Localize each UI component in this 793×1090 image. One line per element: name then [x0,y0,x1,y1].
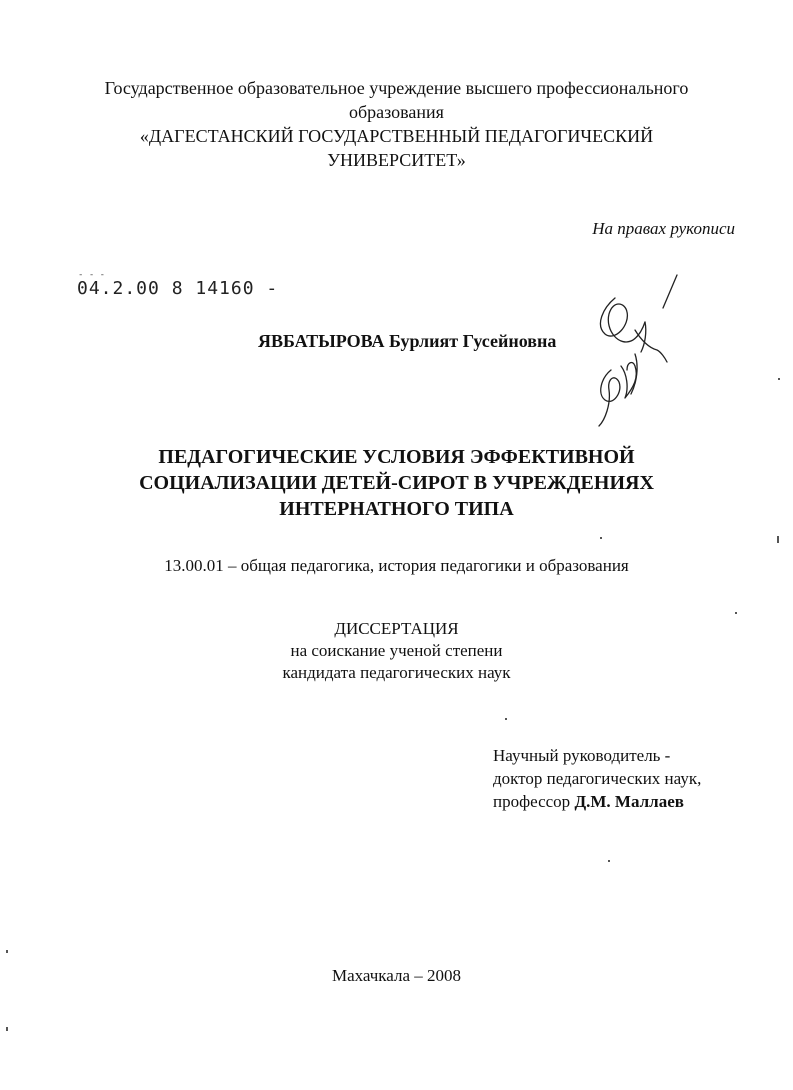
scan-speck [600,537,602,539]
scan-speck [735,612,737,614]
dissertation-block [0,618,793,684]
author-name: ЯВБАТЫРОВА Бурлият Гусейновна [258,331,557,351]
scan-speck [505,718,507,720]
degree-line: на соискание ученой степени [290,641,503,660]
title-line: СОЦИАЛИЗАЦИИ ДЕТЕЙ-СИРОТ В УЧРЕЖДЕНИЯХ [139,472,654,494]
city-year: Махачкала – 2008 [331,966,462,985]
dissertation-heading: ДИССЕРТАЦИЯ [334,619,459,638]
title-line: ПЕДАГОГИЧЕСКИЕ УСЛОВИЯ ЭФФЕКТИВНОЙ [158,446,635,468]
supervisor-role: Научный руководитель - [493,746,671,765]
institution-line: «ДАГЕСТАНСКИЙ ГОСУДАРСТВЕННЫЙ ПЕДАГОГИЧЕСКИЙ [139,126,654,146]
supervisor-degree: доктор педагогических наук, [493,769,702,788]
specialty-code: 13.00.01 – общая педагогика, история педагогики и образования [164,556,629,575]
code-marks-decoration: - - - [78,270,106,280]
scan-speck [608,860,610,862]
institution-line: образования [349,102,444,122]
supervisor-name: Д.М. Маллаев [574,792,684,811]
scan-speck [777,536,779,543]
institution-line: УНИВЕРСИТЕТ» [327,150,466,170]
supervisor-name-line [493,790,701,813]
catalog-code-prefix: 04.2.00 [77,278,160,299]
degree-line: кандидата педагогических наук [282,663,511,682]
supervisor-block [493,744,701,813]
catalog-code [77,278,278,299]
institution-line: Государственное образовательное учреждение высшего профессионального [104,78,689,98]
supervisor-title: профессор [493,792,571,811]
catalog-code-number: 8 14160 - [171,278,279,299]
title-line: ИНТЕРНАТНОГО ТИПА [279,498,514,520]
rights-note: На правах рукописи [592,219,735,238]
scan-speck [778,378,780,380]
handwritten-signature [575,270,685,430]
scan-speck [6,950,8,953]
scan-speck [6,1027,8,1031]
institution-block [0,76,793,172]
dissertation-title [0,444,793,522]
